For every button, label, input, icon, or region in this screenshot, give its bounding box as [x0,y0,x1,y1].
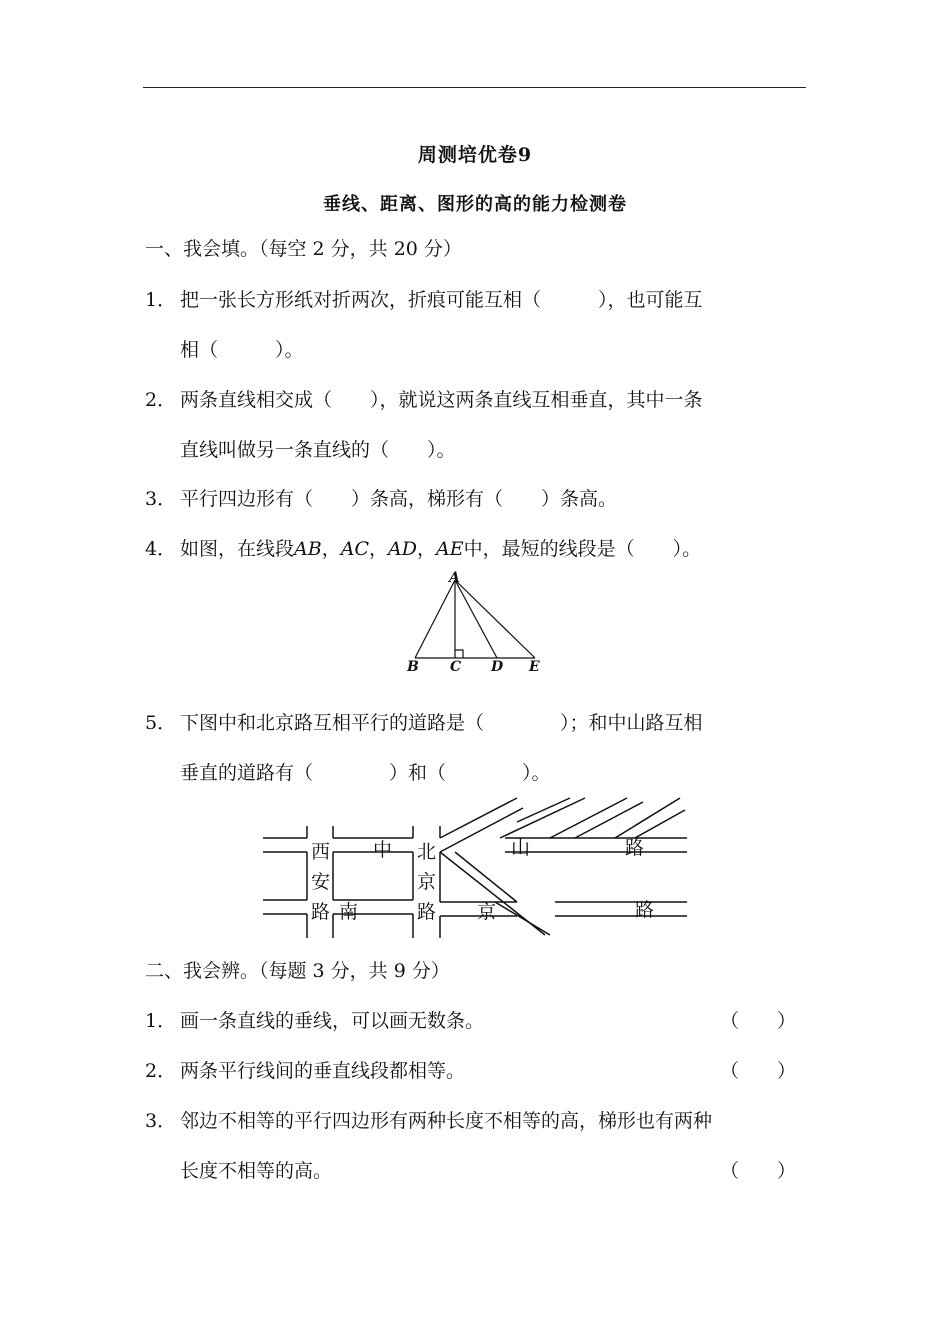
question-1-2 [145,387,703,413]
section1-heading: 一、我会填。（每空 2 分，共 20 分） [145,238,462,260]
separator: ， [416,538,436,560]
label-zhong: 中 [373,839,393,861]
road-map [255,790,695,945]
header-rule [143,87,806,88]
label-d: D [491,659,504,675]
separator: ， [368,538,388,560]
label-jing-nanjing: 京 [477,901,497,923]
page-title: 周测培优卷9 [417,144,533,166]
question-text: 平行四边形有（ ）条高，梯形有（ ）条高。 [180,488,618,510]
question-1-4 [145,536,701,562]
question-text: 下图中和北京路互相平行的道路是（ ）；和中山路互相 [180,712,703,734]
label-jing-beijing: 京 [417,871,437,893]
question-2-1 [145,1008,484,1034]
question-number: 3． [145,1110,177,1132]
label-c: C [450,659,462,675]
question-1-5 [145,710,703,736]
answer-paren[interactable]: （ ） [720,1160,797,1182]
question-number: 2． [145,389,177,411]
segment-ad: AD [388,538,417,560]
label-lu-zhongshan: 路 [625,837,645,859]
answer-paren[interactable]: （ ） [720,1060,797,1082]
label-nan: 南 [339,901,359,923]
question-number: 2． [145,1060,177,1082]
separator: ， [321,538,341,560]
question-2-3 [145,1108,712,1134]
segment-ab-line [415,580,455,658]
question-2-2 [145,1058,465,1084]
label-shan: 山 [511,837,531,859]
question-text: 两条直线相交成（ ），就说这两条直线互相垂直，其中一条 [180,389,703,411]
question-2-3-cont: 长度不相等的高。 [180,1160,333,1182]
label-lu-nanjing: 路 [635,899,655,921]
label-e: E [529,659,540,675]
question-1-1 [145,287,703,313]
segment-ac: AC [340,538,369,560]
question-1-5-cont: 垂直的道路有（ ）和（ ）。 [180,762,551,784]
segment-ad-line [455,580,497,658]
label-b: B [407,659,419,675]
right-angle-mark [455,650,463,658]
label-lu-xian: 路 [311,901,331,923]
page-subtitle: 垂线、距离、图形的高的能力检测卷 [323,194,627,215]
segment-ae-line [455,580,535,658]
triangle-figure [395,568,555,678]
question-number: 4． [145,538,177,560]
question-number: 3． [145,488,177,510]
question-text: 如图，在线段 [180,538,295,560]
section2-heading: 二、我会辨。（每题 3 分，共 9 分） [145,960,450,982]
label-bei: 北 [417,841,437,863]
label-an: 安 [311,871,331,893]
label-xi: 西 [311,841,331,863]
segment-ab: AB [294,538,322,560]
question-text: 把一张长方形纸对折两次，折痕可能互相（ ），也可能互 [180,289,703,311]
segment-ae: AE [435,538,464,560]
label-lu-beijing: 路 [417,901,437,923]
question-number: 5． [145,712,177,734]
question-number: 1． [145,289,177,311]
question-1-3 [145,486,617,512]
question-1-1-cont: 相（ ）。 [180,339,304,361]
question-text: 两条平行线间的垂直线段都相等。 [180,1060,466,1082]
question-1-2-cont: 直线叫做另一条直线的（ ）。 [180,439,456,461]
question-text: 邻边不相等的平行四边形有两种长度不相等的高，梯形也有两种 [180,1110,713,1132]
question-text: 画一条直线的垂线，可以画无数条。 [180,1010,485,1032]
answer-paren[interactable]: （ ） [720,1010,797,1032]
question-text: 中，最短的线段是（ ）。 [463,538,702,560]
label-a: A [449,570,460,586]
question-number: 1． [145,1010,177,1032]
